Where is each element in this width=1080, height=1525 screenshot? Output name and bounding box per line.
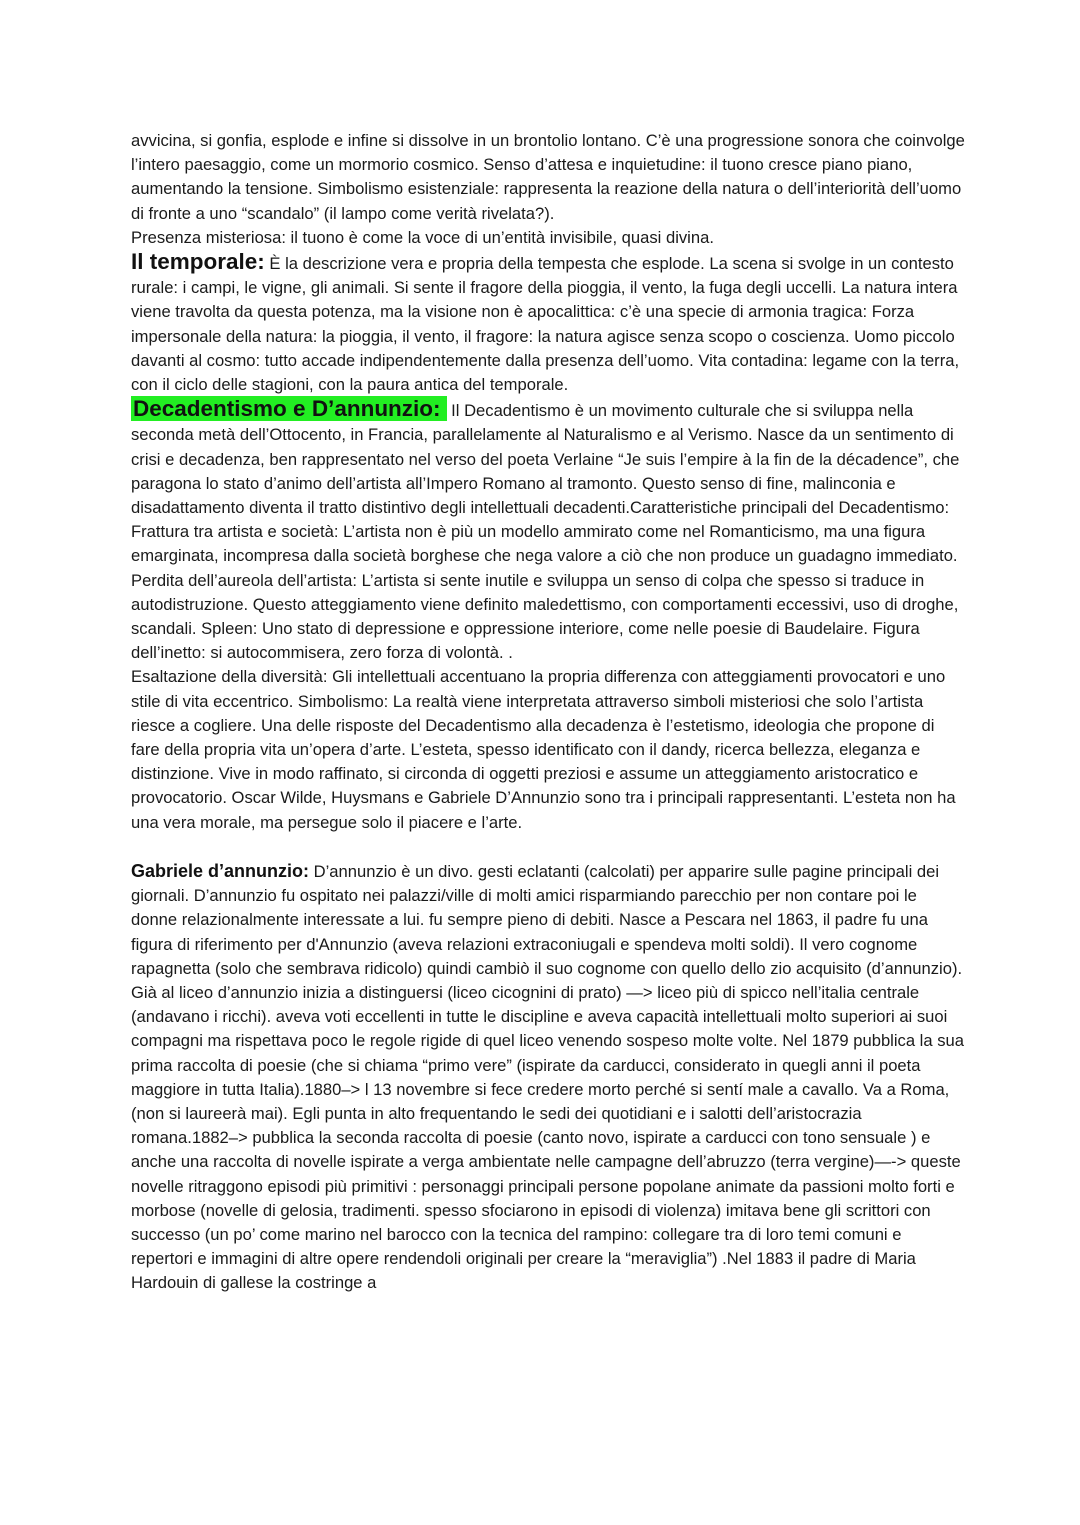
document-page xyxy=(131,129,966,1296)
temporale-heading: Il temporale: xyxy=(131,249,265,275)
decadentismo-section xyxy=(131,397,966,835)
intro-paragraph: avvicina, si gonfia, esplode e infine si dissolve in un brontolio lontano. C’è una progressione sonora che coinvolge l’intero paesaggio, come un mormorio cosmico. Senso d’attesa e inquietudine: il tuono cresce piano piano, aumentando la tensione. Simbolismo esistenziale: rappresenta la reazione della natura o dell’interiorità dell’uomo di fronte a uno “scandalo” (il lampo come verità rivelata?). Presenza misteriosa: il tuono è come la voce di un’entità invisibile, quasi divina. xyxy=(131,131,965,247)
gabriele-text: D’annunzio è un divo. gesti eclatanti (calcolati) per apparire sulle pagine principali dei giornali. D’annunzio fu ospitato nei palazzi/ville di molti amici risparmiando parecchio per non contare poi le donne relazionalmente interessate a lui. fu sempre pieno di debiti. Nasce a Pescara nel 1863, il padre fu una figura di riferimento per d'Annunzio (aveva relazioni extraconiugali e spendeva molti soldi). Il vero cognome rapagnetta (solo che sembrava ridicolo) quindi cambiò il suo cognome con quello dello zio acquisito (d’annunzio). Già al liceo d’annunzio inizia a distinguersi (liceo cicognini di prato) —> liceo più di spicco nell’italia centrale (andavano i ricchi). aveva voti eccellenti in tutte le discipline e aveva capacità intellettuali molto superiori ai suoi compagni ma rispettava poco le regole rigide di quel liceo venendo sospeso molte volte. Nel 1879 pubblica la sua prima raccolta di poesie (che si chiama “primo vere” (ispirate da carducci, considerato in quegli anni il poeta maggiore in tutta Italia).1880–> l 13 novembre si fece credere morto perché si sentí male a cavallo. Va a Roma, (non si laureerà mai). Egli punta in alto frequentando le sedi dei quotidiani e i salotti dell’aristocrazia romana.1882–> pubblica la seconda raccolta di poesie (canto novo, ispirate a carducci con tono sensuale ) e anche una raccolta di novelle ispirate a verga ambientate nelle campagne dell’abruzzo (terra vergine)—-> queste novelle ritraggono episodi più primitivi : personaggi principali persone popolane animate da passioni molto forti e morbose (novelle di gelosia, tradimenti. spesso sfociarono in episodi di violenza) imitava bene gli scrittori con successo (un po’ come marino nel barocco con la tecnica del rampino: collegare tra di loro temi comuni e repertori e immagini di altre opere rendendoli originali per creare la “meraviglia”) .Nel 1883 il padre di Maria Hardouin di gallese la costringe a xyxy=(131,861,964,1293)
section-spacer xyxy=(131,835,966,859)
gabriele-section xyxy=(131,859,966,1296)
decadentismo-text: Il Decadentismo è un movimento culturale che si sviluppa nella seconda metà dell’Ottocento, in Francia, parallelamente al Naturalismo e al Verismo. Nasce da un sentimento di crisi e decadenza, ben rappresentato nel verso del poeta Verlaine “Je suis l’empire à la fin de la décadence”, che paragona lo stato d’animo dell’artista all’Impero Romano al tramonto. Questo senso di fine, malinconia e disadattamento diventa il tratto distintivo degli intellettuali decadenti.Caratteristiche principali del Decadentismo: Frattura tra artista e società: L’artista non è più un modello ammirato come nel Romanticismo, ma una figura emarginata, incompresa dalla società borghese che nega valore a ciò che non produce un guadagno immediato. Perdita dell’aureola dell’artista: L’artista si sente inutile e sviluppa un senso di colpa che spesso si traduce in autodistruzione. Questo atteggiamento viene definito maledettismo, con comportamenti eccessivi, uso di droghe, scandali. Spleen: Uno stato di depressione e oppressione interiore, come nelle poesie di Baudelaire. Figura dell’inetto: si autocommisera, zero forza di volontà. . Esaltazione della diversità: Gli intellettuali accentuano la propria differenza con atteggiamenti provocatori e uno stile di vita eccentrico. Simbolismo: La realtà viene interpretata attraverso simboli misteriosi che solo l’artista riesce a cogliere. Una delle risposte del Decadentismo alla decadenza è l’estetismo, ideologia che propone di fare della propria vita un’opera d’arte. L’esteta, spesso identificato con il dandy, ricerca bellezza, eleganza e distinzione. Vive in modo raffinato, si circonda di oggetti preziosi e assume un atteggiamento aristocratico e provocatorio. Oscar Wilde, Huysmans e Gabriele D’Annunzio sono tra i principali rappresentanti. L’esteta non ha una vera morale, ma persegue solo il piacere e l’arte. xyxy=(131,401,960,832)
temporale-section xyxy=(131,250,966,397)
gabriele-heading: Gabriele d’annunzio: xyxy=(131,860,310,881)
decadentismo-heading: Decadentismo e D’annunzio: xyxy=(131,396,447,421)
temporale-text: È la descrizione vera e propria della tempesta che esplode. La scena si svolge in un contesto rurale: i campi, le vigne, gli animali. Si sente il fragore della pioggia, il vento, la fuga degli uccelli. La natura intera viene travolta da questa potenza, ma la visione non è apocalittica: c’è una specie di armonia tragica: Forza impersonale della natura: la pioggia, il vento, il fragore: la natura agisce senza scopo o coscienza. Uomo piccolo davanti al cosmo: tutto accade indipendentemente dalla presenza dell’uomo. Vita contadina: legame con la terra, con il ciclo delle stagioni, con la paura antica del temporale. xyxy=(131,254,960,395)
